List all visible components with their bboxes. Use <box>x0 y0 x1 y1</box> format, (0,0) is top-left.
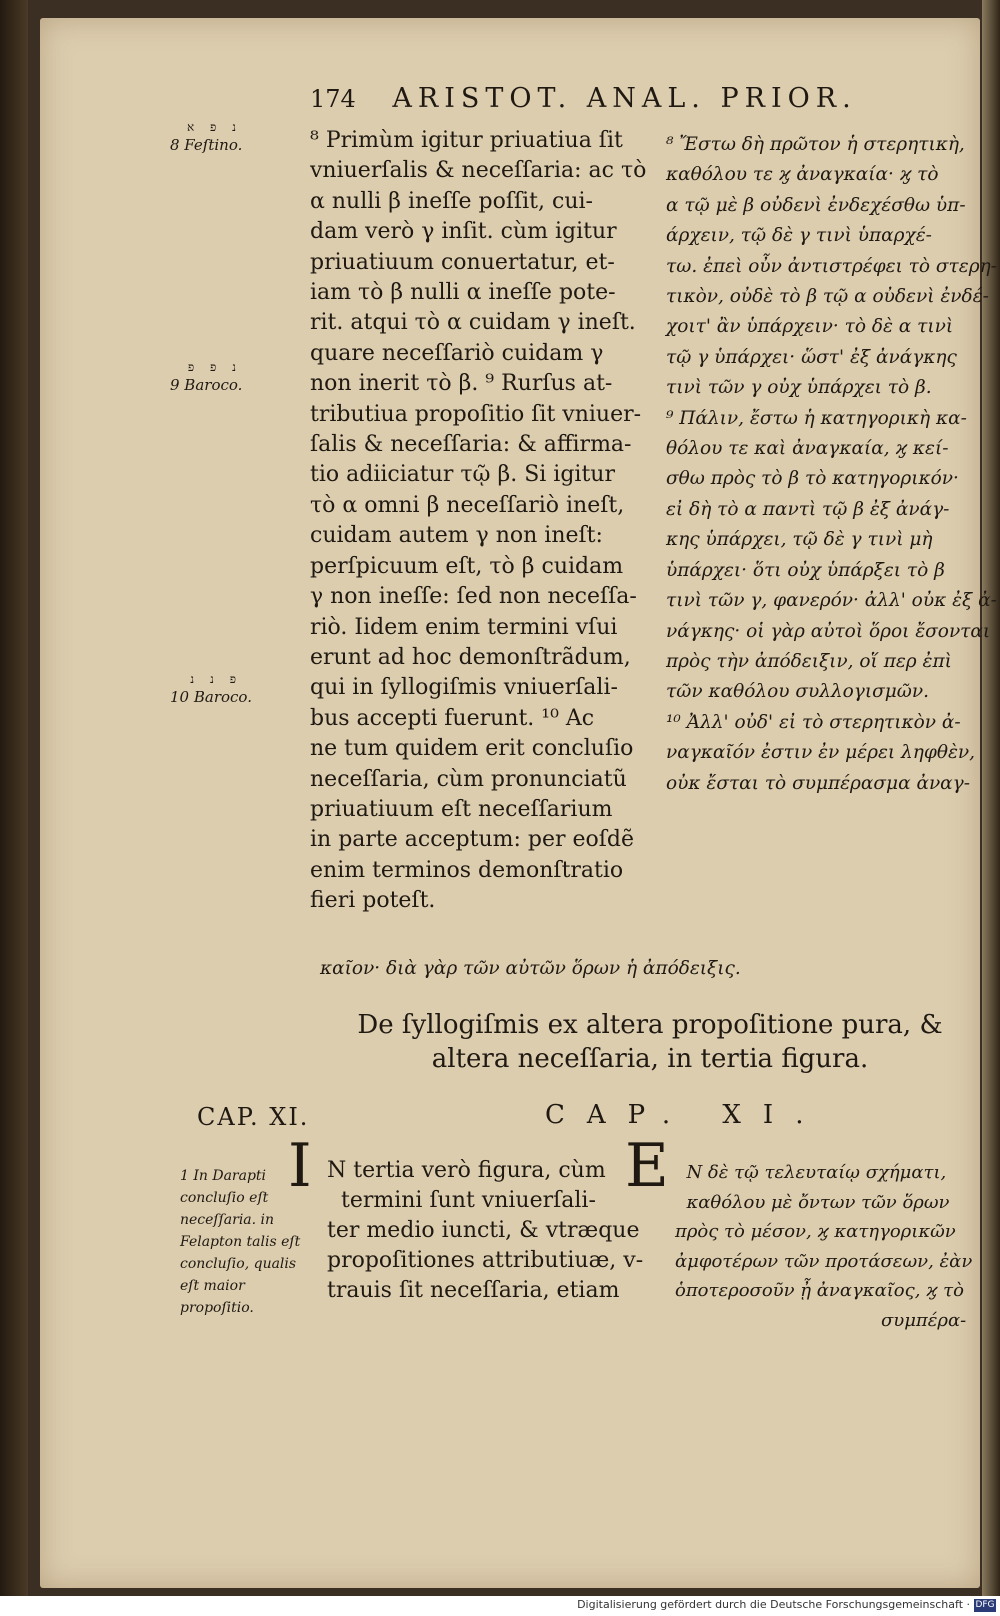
margin-note <box>170 670 252 706</box>
margin-note <box>170 358 242 394</box>
greek-text-column: ⁸ Ἔστω δὴ πρῶτον ἡ στερητικὴ, καθόλου τε ϗ ἀναγκαία· ϗ τὸ α τῷ μὲ β οὐδενὶ ἐνδεχέσθω ὑπ- άρχειν, τῷ δὲ γ τινὶ ὑπαρχέ- τω. ἐπεὶ οὖν ἀντιστρέφει τὸ στερη- τικὸν, οὐδὲ τὸ β τῷ α οὐδενὶ ἐνδέ- χοιτ' ἂν ὑπάρχειν· τὸ δὲ α τινὶ τῷ γ ὑπάρχει· ὥστ' ἐξ ἀνάγκης τινὶ τῶν γ οὐχ ὑπάρχει τὸ β. ⁹ Πάλιν, ἔστω ἡ κατηγορικὴ κα- θόλου τε καὶ ἀναγκαία, ϗ κεί- σθω πρὸς τὸ β τὸ κατηγορικόν· εἰ δὴ τὸ α παντὶ τῷ β ἐξ ἀνάγ- κης ὑπάρχει, τῷ δὲ γ τινὶ μὴ ὑπάρχει· ὅτι οὐχ ὑπάρξει τὸ β τινὶ τῶν γ, φανερόν· ἀλλ' οὐκ ἐξ ἀ- νάγκης· οἱ γὰρ αὐτοὶ ὅροι ἔσονται πρὸς τὴν ἀπόδειξιν, οἵ περ ἐπὶ τῶν καθόλου συλλογισμῶν. ¹⁰ Ἀλλ' οὐδ' εἰ τὸ στερητικὸν ἀ- ναγκαῖόν ἐστιν ἐν μέρει ληφθὲν, οὐκ ἔσται τὸ συμπέρασμα ἀναγ- <box>666 134 997 794</box>
greek-text-bottom: Ν δὲ τῷ τελευταίῳ σχήματι, καθόλου μὲ ὄντων τῶν ὅρων πρὸς τὸ μέσον, ϗ κατηγορικῶν ἀμφοτέρων τῶν προτάσεων, ἐὰν ὁποτεροσοῦν ᾖ ἀναγκαῖος, ϗ τὸ συμπέρα- <box>675 1162 973 1331</box>
running-header <box>310 83 910 114</box>
chapter-heading-latin: CAP. XI. <box>197 1103 310 1131</box>
latin-text-column: ⁸ Primùm igitur priuatiua ſit vniuerſalis & neceſſaria: ac τὸ α nulli β ineſſe poſſit, cui- dam verò γ inſit. cùm igitur priuatiuum conuertatur, et- iam τὸ β nulli α ineſſe pote- rit. atqui τὸ α cuidam γ ineſt. quare neceſſariò cuidam γ non inerit τὸ β. ⁹ Rurſus at- tributiua propoſitio ſit vniuer- ſalis & neceſſaria: & affirma- tio adiiciatur τῷ β. Si igitur τὸ α omni β neceſſariò ineſt, cuidam autem γ non ineſt: perſpicuum eſt, τὸ β cuidam γ non ineſſe: ſed non neceſſa- riò. Iidem enim termini vſui erunt ad hoc demonſtrãdum, qui in ſyllogiſmis vniuerſali- bus accepti fuerunt. ¹⁰ Ac ne tum quidem erit concluſio neceſſaria, cùm pronunciatũ priuatiuum eſt neceſſarium in parte acceptum: per eoſdẽ enim terminos demonſtratio fieri poteſt. <box>310 128 647 914</box>
margin-note-bottom: 1 In Darapti concluſio eſt neceſſaria. in Felapton talis eſt concluſio, qualis eſt maior propoſitio. <box>180 1168 301 1316</box>
greek-text-continuation: καῖον· διὰ γὰρ τῶν αὐτῶν ὅρων ἡ ἀπόδειξις. <box>320 958 741 979</box>
section-title <box>340 1008 960 1076</box>
hebrew-letters: נ פ א <box>186 120 242 134</box>
page-number: 174 <box>310 85 356 113</box>
margin-label: 10 Baroco. <box>170 688 252 706</box>
book-page <box>40 18 997 1588</box>
latin-text-bottom: N tertia verò figura, cùm termini ſunt vniuerſali- ter medio iuncti, & vtræque propoſitiones attributiuæ, v- trauis ſit neceſſaria, etiam <box>327 1158 644 1303</box>
margin-note <box>170 118 242 154</box>
hebrew-letters: נ פ פ <box>187 360 242 374</box>
book-spine <box>0 0 28 1596</box>
margin-label: 9 Baroco. <box>170 376 243 394</box>
hebrew-letters: פ נ נ <box>190 672 242 686</box>
section-title-line: De ſyllogiſmis ex altera propoſitione pura, & <box>357 1010 943 1040</box>
margin-label: 8 Feſtino. <box>170 136 243 154</box>
footer-bar <box>0 1596 1000 1616</box>
footer-text: Digitalisierung gefördert durch die Deutsche Forschungsgemeinschaft · <box>577 1598 970 1611</box>
dfg-logo: DFG <box>975 1600 995 1610</box>
latin-drop-cap: I <box>288 1131 312 1201</box>
section-title-line: altera neceſſaria, in tertia figura. <box>431 1044 869 1074</box>
running-title: ARISTOT. ANAL. PRIOR. <box>392 83 857 114</box>
greek-drop-cap: E <box>625 1131 669 1201</box>
chapter-heading-greek: CAP. XI. <box>545 1100 826 1130</box>
